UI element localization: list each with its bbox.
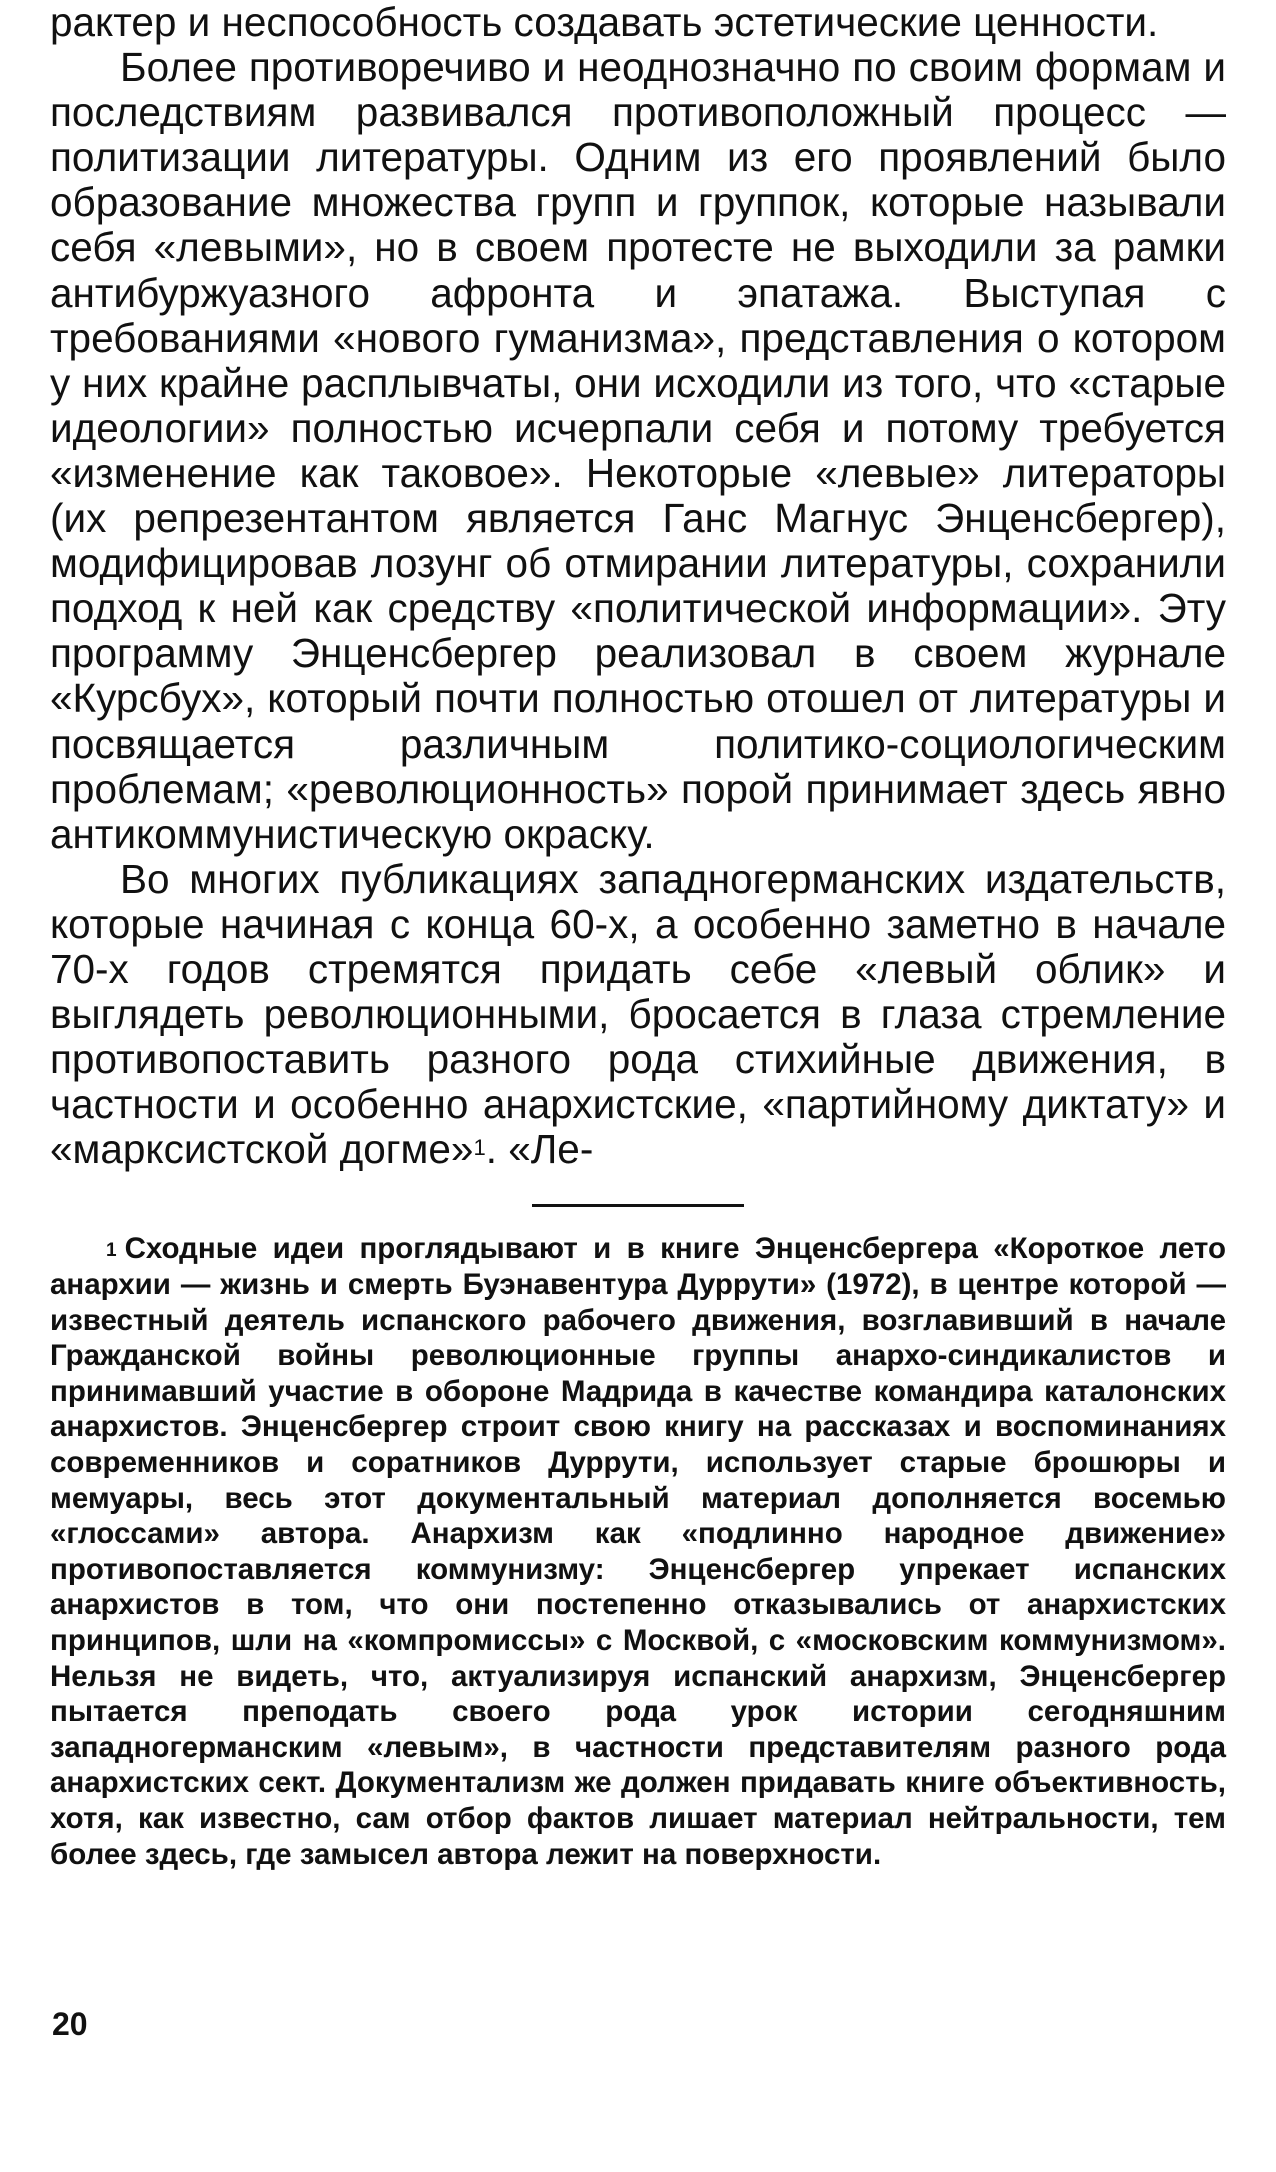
footnote-reference[interactable]: 1 bbox=[473, 1135, 486, 1161]
paragraph-publications-tail: . «Ле- bbox=[485, 1126, 594, 1173]
footnote-text: Сходные идеи проглядывают и в книге Энценсбергера «Короткое лето анархии — жизнь и смерть Буэнавентура Дуррути» (1972), в центре которой — известный деятель испанского рабочего движения, возглавивший в начале Гражданской войны революционные группы анархо-синдикалистов и принимавший участие в обороне Мадрида в качестве командира каталонских анархистов. Энценсбергер строит свою книгу на рассказах и воспоминаниях современников и соратников Дуррути, использует старые брошюры и мемуары, весь этот документальный материал дополняется восемью «глоссами» автора. Анархизм как «подлинно народное движение» противопоставляется коммунизму: Энценсбергер упрекает испанских анархистов в том, что они постепенно отказывались от анархистских принципов, шли на «компромиссы» с Москвой, с «московским коммунизмом». Нельзя не видеть, что, актуализируя испанский анархизм, Энценсбергер пытается преподать своего рода урок истории сегодняшним западногерманским «левым», в частности представителям разного рода анархистских сект. Документализм же должен придавать книге объективность, хотя, как известно, сам отбор фактов лишает материал нейтральности, тем более здесь, где замысел автора лежит на поверхности. bbox=[50, 1232, 1226, 1871]
page bbox=[50, 0, 1226, 1872]
page-number: 20 bbox=[52, 2006, 88, 2042]
footnote-marker: 1 bbox=[106, 1240, 117, 1262]
paragraph-politicization: Более противоречиво и неоднозначно по своим формам и последствиям развивался противоположный процесс — политизации литературы. Одним из его проявлений было образование множества групп и группок, которые называли себя «левыми», но в своем протесте не выходили за рамки антибуржуазного афронта и эпатажа. Выступая с требованиями «нового гуманизма», представления о котором у них крайне расплывчаты, они исходили из того, что «старые идеологии» полностью исчерпали себя и потому требуется «изменение как таковое». Некоторые «левые» литераторы (их репрезентантом является Ганс Магнус Энценсбергер), модифицировав лозунг об отмирании литературы, сохранили подход к ней как средству «политической информации». Эту программу Энценсбергер реализовал в своем журнале «Курсбух», который почти полностью отошел от литературы и посвящается различным политико-социологическим проблемам; «революционность» порой принимает здесь явно антикоммунистическую окраску. bbox=[50, 44, 1226, 857]
footnote bbox=[50, 1231, 1226, 1872]
paragraph-publications-text: Во многих публикациях западногерманских издательств, которые начиная с конца 60-х, а особенно заметно в начале 70-х годов стремятся придать себе «левый облик» и выглядеть революционными, бросается в глаза стремление противопоставить разного рода стихийные движения, в частности и особенно анархистские, «партийному диктату» и «марксистской догме» bbox=[50, 855, 1226, 1173]
paragraph-continued: рактер и неспособность создавать эстетические ценности. bbox=[50, 0, 1159, 45]
paragraph-publications bbox=[50, 857, 1226, 1173]
footnote-divider bbox=[532, 1204, 744, 1207]
main-text bbox=[50, 0, 1226, 1172]
